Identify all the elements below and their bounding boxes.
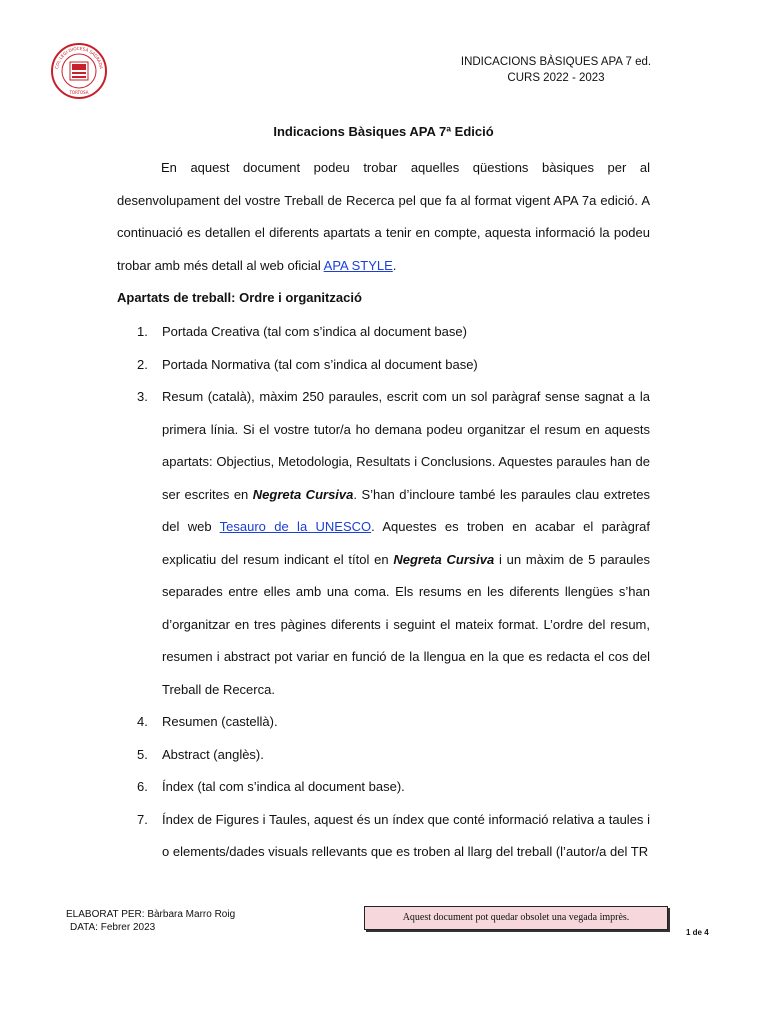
- list-item-number: 5.: [137, 746, 148, 762]
- obsolete-notice: Aquest document pot quedar obsolet una vegada imprès.: [364, 906, 668, 930]
- apa-style-link[interactable]: APA STYLE: [323, 257, 393, 273]
- bold-italic-term: Negreta Cursiva: [393, 551, 495, 567]
- document-header: [440, 54, 672, 86]
- list-item-number: 4.: [137, 714, 148, 729]
- list-item: [117, 804, 650, 869]
- intro-paragraph: [117, 152, 650, 282]
- list-item-text: Abstract (anglès).: [162, 746, 264, 762]
- list-item-text: Resum (català), màxim 250 paraules, escrit com un sol paràgraf sense sagnat a la primera línia. Si el vostre tutor/a ho demana podeu organitzar el resum en aquests apartats: Objectius, Metodologia, Resultats i Conclusions. Aquestes paraules han de ser escrites en: [162, 389, 650, 502]
- list-item-text: . S’han d’incloure també les paraules clau extretes del web: [162, 486, 650, 534]
- list-item: [117, 739, 650, 772]
- svg-text:COL·LEGI DIOCESÀ SAGRADA FAMÍL: COL·LEGI DIOCESÀ SAGRADA: [54, 45, 104, 70]
- list-item-number: 6.: [137, 779, 148, 794]
- list-item-number: 1.: [137, 324, 148, 339]
- sections-list: [117, 316, 650, 869]
- list-item: [117, 349, 650, 382]
- bold-italic-term: Negreta Cursiva: [252, 486, 354, 502]
- header-course: CURS 2022 - 2023: [507, 72, 605, 84]
- school-logo: [50, 42, 108, 100]
- footer-date: DATA: Febrer 2023: [70, 922, 156, 933]
- svg-text:TORTOSA: TORTOSA: [69, 90, 89, 95]
- header-title: INDICACIONS BÀSIQUES APA 7 ed.: [460, 56, 652, 68]
- list-item: [117, 771, 650, 804]
- section-heading: Apartats de treball: Ordre i organització: [117, 290, 362, 305]
- list-item-text: Índex de Figures i Taules, aquest és un índex que conté informació relativa a taules i o elements/dades visuals rellevants que es troben al llarg del treball (l’autor/a del TR: [162, 811, 650, 859]
- document-body: [117, 120, 650, 869]
- footer-info: [66, 908, 235, 934]
- list-item-text: Resumen (castellà).: [162, 714, 278, 729]
- page-number: 1 de 4: [686, 928, 709, 937]
- list-item-text: Portada Creativa (tal com s’indica al document base): [162, 324, 467, 339]
- list-item-text: Portada Normativa (tal com s’indica al document base): [162, 356, 478, 372]
- unesco-thesaurus-link[interactable]: Tesauro de la UNESCO: [219, 519, 372, 534]
- list-item-number: 7.: [137, 811, 148, 827]
- list-item-text: i un màxim de 5 paraules separades entre elles amb una coma. Els resums en les diferents llengües s’han d’organitzar en tres pàgines diferents i seguint el mateix format. L’ordre del resum, resumen i abstract pot variar en funció de la llengua en la que es redacta el cos del Treball de Recerca.: [162, 551, 650, 697]
- list-item: [117, 316, 650, 349]
- list-item: [117, 706, 650, 739]
- list-item: [117, 381, 650, 706]
- list-item-number: 2.: [137, 356, 148, 372]
- list-item-text: . Aquestes es troben en acabar el paràgraf explicatiu del resum indicant el títol en: [162, 519, 650, 567]
- footer-author: ELABORAT PER: Bàrbara Marro Roig: [66, 909, 236, 920]
- document-title: Indicacions Bàsiques APA 7ª Edició: [273, 124, 494, 139]
- intro-end: .: [392, 257, 397, 273]
- list-item-number: 3.: [137, 389, 148, 404]
- intro-text: En aquest document podeu trobar aquelles qüestions bàsiques per al desenvolupament del vostre Treball de Recerca pel que fa al format vigent APA 7a edició. A continuació es detallen el diferents apartats a tenir en compte, aquesta informació la podeu trobar amb més detall al web oficial: [117, 160, 650, 273]
- list-item-text: Índex (tal com s’indica al document base).: [162, 779, 405, 794]
